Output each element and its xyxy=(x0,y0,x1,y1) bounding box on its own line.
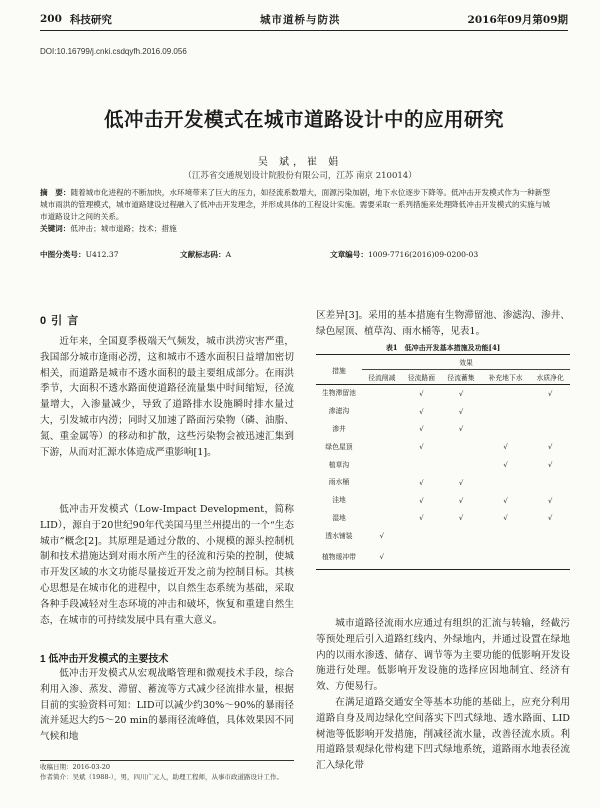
table-cell-check xyxy=(481,474,531,492)
table-cell-check xyxy=(481,403,531,421)
table-cell-check xyxy=(441,545,481,570)
table-row-measure: 植物缓冲带 xyxy=(316,545,362,570)
table-cell-check xyxy=(362,421,402,439)
table-cell-check xyxy=(402,545,442,570)
table-cell-check: √ xyxy=(503,514,508,523)
table-cell-check: √ xyxy=(503,496,508,505)
table-col-header: 径流蓄集 xyxy=(441,370,481,385)
header-rule xyxy=(40,30,568,31)
author-bio: 作者简介：吴斌（1988-），男，四川广元人，助理工程师，从事市政道路设计工作。 xyxy=(40,772,283,781)
table-cell-check: √ xyxy=(458,389,464,398)
table-cell-check: √ xyxy=(419,478,424,487)
section-0-heading: 0 引 言 xyxy=(40,315,80,327)
table-row xyxy=(316,456,570,474)
table-row-measure: 植草沟 xyxy=(328,460,350,469)
table-cell-check xyxy=(362,474,402,492)
table-cell-check xyxy=(362,510,402,528)
table-row xyxy=(316,385,570,403)
table-cell-check xyxy=(530,545,570,570)
col2-paragraphs-bottom xyxy=(316,616,570,774)
table-cell-check: √ xyxy=(419,407,424,416)
table-col-header: 水质净化 xyxy=(530,370,570,385)
table-cell-check: √ xyxy=(458,514,464,523)
table-row xyxy=(316,474,570,492)
table-row xyxy=(316,438,570,456)
abstract-text: 随着城市化进程的不断加快，水环境带来了巨大的压力，如径流系数增大，面源污染加剧，地下水位逐步下降等。低冲击开发模式作为一种新型城市雨洪的管理模式，城市道路建设过程融入了低冲击开发理念，并形成具体的工程设计实施。需要采取一系列措施来处理降低冲击开发模式的实施与城市道路设计之间的关系。 xyxy=(40,188,550,221)
table-row-measure: 雨水桶 xyxy=(328,478,350,487)
affiliation: （江苏省交通规划设计院股份有限公司，江苏 南京 210014） xyxy=(183,171,417,181)
abstract xyxy=(40,187,550,235)
table-col-header: 补充地下水 xyxy=(481,370,531,385)
table-row xyxy=(316,492,570,510)
table-cell-check: √ xyxy=(362,545,402,570)
keywords-label: 关键词： xyxy=(40,224,71,233)
table-header-effect: 效果 xyxy=(362,355,570,370)
table-col-header: 径流削减 xyxy=(362,370,402,385)
table-cell-check: √ xyxy=(458,407,464,416)
table-cell-check xyxy=(441,527,481,545)
table-cell-check: √ xyxy=(419,496,424,505)
table-cell-check: √ xyxy=(548,461,553,470)
doc-code: A xyxy=(225,250,232,259)
table-cell-check: √ xyxy=(458,425,464,434)
paragraph: 近年来，全国夏季极端天气频发，城市洪涝灾害严重，我国部分城市逢雨必涝，这和城市不透水面积日益增加密切相关，而道路是城市不透水面积的最主要组成部分。在雨洪季节，大面积不透水路面使道路径流量集中时间缩短，径流量增大，入渗量减少，导致了道路排水设施瞬时排水量过大，引发城市内涝；同时又加速了路面污染物（磷、油脂、氮、重金属等）的移动和扩散，这些污染物会被迅速汇集到下游，从而对汇源水体造成严重影响[1]。 xyxy=(40,336,294,458)
table-cell-check xyxy=(362,385,402,403)
table-cell-check xyxy=(362,456,402,474)
table-cell-check xyxy=(481,385,531,403)
paragraph: 低冲击开发模式从宏观战略管理和微观技术手段，综合利用入渗、蒸发、滞留、蓄流等方式减少径流排水量，根据目前的实验资料可知：LID可以减少约30%～90%的暴雨径流并延迟大约5～20 min的暴雨径流峰值，具体效果因不同气候和地 xyxy=(40,668,294,743)
section-0-paragraph-2 xyxy=(40,502,294,628)
table-row xyxy=(316,421,570,439)
table-row xyxy=(316,545,570,570)
table-cell-check: √ xyxy=(458,496,464,505)
section-0-paragraph-1 xyxy=(40,334,294,460)
table-cell-check xyxy=(530,421,570,439)
table-row-measure: 洼地 xyxy=(332,496,346,505)
table-row-measure: 渗滤沟 xyxy=(328,407,350,416)
table-caption: 表1 低冲击开发基本措施及功能[4] xyxy=(385,343,501,352)
table-row-measure: 生物滞留池 xyxy=(322,389,356,398)
received-date: 收稿日期：2016-03-20 xyxy=(40,763,110,771)
paragraph: 城市道路径流雨水应通过有组织的汇流与转输，经截污等预处理后引入道路红线内、外绿地内，并通过设置在绿地内的以雨水渗透、储存、调节等为主要功能的低影响开发设施进行处理。低影响开发设施的选择应因地制宜、经济有效、方便易行。 xyxy=(316,618,570,693)
table-col-header: 径流路面 xyxy=(402,370,442,385)
journal-title: 城市道桥与防洪 xyxy=(260,13,341,26)
table-cell-check: √ xyxy=(548,496,553,505)
keywords: 低冲击；城市道路；技术；措施 xyxy=(70,224,177,233)
table-row-measure: 湿地 xyxy=(332,513,346,522)
paragraph: 在满足道路交通安全等基本功能的基础上，应充分利用道路自身及周边绿化空间落实下凹式绿地、透水路面、LID树池等低影响开发措施，削减径流水量，改善径流水质。利用道路景观绿化带构建下凹式绿地系统，道路雨水地表径流汇入绿化带 xyxy=(316,696,570,772)
table-cell-check: √ xyxy=(419,443,424,452)
article-title: 低冲击开发模式在城市道路设计中的应用研究 xyxy=(103,108,504,131)
issue-date: 2016年09月第09期 xyxy=(467,13,568,26)
table-cell-check: √ xyxy=(379,532,384,541)
clc-code: U412.37 xyxy=(85,250,119,259)
table-cell-check: √ xyxy=(458,478,464,487)
measures-table xyxy=(316,354,570,570)
footnote xyxy=(40,760,294,782)
article-no: 1009-7716(2016)09-0200-03 xyxy=(367,250,479,259)
page-number: 200 xyxy=(40,13,62,25)
paragraph: 区差异[3]。采用的基本措施有生物滞留池、渗滤沟、渗井、绿色屋顶、植草沟、雨水桶等，见表1。 xyxy=(316,310,570,337)
table-cell-check xyxy=(362,438,402,456)
table-row xyxy=(316,510,570,528)
authors: 吴 斌，崔 娟 xyxy=(257,157,343,168)
running-header xyxy=(40,10,568,28)
table-cell-check: √ xyxy=(548,443,553,452)
article-no-label: 文章编号： xyxy=(330,250,368,259)
table-cell-check: √ xyxy=(419,514,424,523)
table-cell-check xyxy=(481,527,531,545)
paragraph: 低冲击开发模式（Low-Impact Development，简称LID），源自于20世纪90年代美国马里兰州提出的一个“生态城市”概念[2]。其原理是通过分散的、小规模的源头控制机制和技术措施达到对雨水所产生的径流和污染的控制，使城市开发区域的水文功能尽量接近开发之前为控制目标。其核心思想是在城市化的进程中，以自然生态系统为基础，采取各种手段减轻对生态环境的冲击和破坏，恢复和重建自然生态，在城市的可持续发展中具有重大意义。 xyxy=(40,504,294,626)
table-cell-check xyxy=(530,474,570,492)
table-cell-check xyxy=(362,403,402,421)
section-1-paragraph-1 xyxy=(40,666,294,745)
table-row-measure: 绿色屋顶 xyxy=(325,442,353,451)
table-cell-check xyxy=(530,403,570,421)
table-cell-check xyxy=(481,421,531,439)
table-cell-check: √ xyxy=(503,461,508,470)
table-cell-check xyxy=(441,438,481,456)
table-cell-check xyxy=(530,527,570,545)
abstract-label: 摘 要： xyxy=(40,188,71,197)
table-row-measure: 透水铺装 xyxy=(325,531,353,540)
journal-section-name: 科技研究 xyxy=(69,13,112,26)
table-header-measure: 措施 xyxy=(316,355,362,385)
table-cell-check: √ xyxy=(419,425,424,434)
table-cell-check xyxy=(481,545,531,570)
table-cell-check: √ xyxy=(419,389,424,398)
classification-row xyxy=(40,249,550,260)
table-cell-check: √ xyxy=(548,389,553,398)
col2-paragraph-top xyxy=(316,308,570,340)
clc-label: 中图分类号： xyxy=(40,250,86,259)
table-cell-check: √ xyxy=(548,514,553,523)
table-cell-check xyxy=(402,456,442,474)
table-row xyxy=(316,527,570,545)
doc-code-label: 文献标志码： xyxy=(180,250,226,259)
table-row xyxy=(316,403,570,421)
table-cell-check: √ xyxy=(503,443,508,452)
section-1-heading: 1 低冲击开发模式的主要技术 xyxy=(40,654,169,665)
table-cell-check xyxy=(441,456,481,474)
table-cell-check xyxy=(362,492,402,510)
doi: DOI:10.16799/j.cnki.csdqyfh.2016.09.056 xyxy=(40,47,187,56)
table-row-measure: 渗井 xyxy=(332,424,346,433)
table-cell-check xyxy=(402,527,442,545)
